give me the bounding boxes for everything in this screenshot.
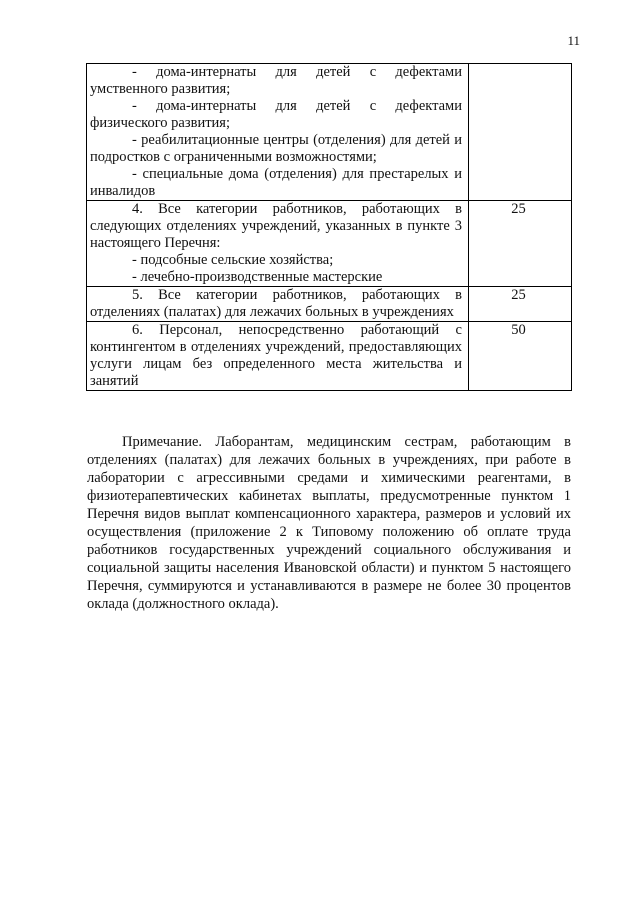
list-item: - реабилитационные центры (отделения) для детей и подростков с ограниченными возможностями; bbox=[90, 132, 462, 165]
table-cell-value: 25 bbox=[469, 287, 572, 322]
list-item: 6. Персонал, непосредственно работающий с контингентом в отделениях учреждений, предоставляющих услуги лицам без определенного места жительства и занятий bbox=[90, 322, 462, 389]
table-cell-description bbox=[87, 201, 469, 287]
compensation-table bbox=[86, 63, 572, 391]
list-item: 4. Все категории работников, работающих в следующих отделениях учреждений, указанных в пункте 3 настоящего Перечня: bbox=[90, 201, 462, 251]
table-cell-value: 50 bbox=[469, 322, 572, 391]
list-item: 5. Все категории работников, работающих в отделениях (палатах) для лежачих больных в учреждениях bbox=[90, 287, 462, 320]
list-item: - дома-интернаты для детей с дефектами физического развития; bbox=[90, 98, 462, 131]
table-row bbox=[87, 201, 572, 287]
table-row bbox=[87, 322, 572, 391]
list-item: - подсобные сельские хозяйства; bbox=[132, 252, 334, 268]
table-row bbox=[87, 64, 572, 201]
table-cell-description bbox=[87, 64, 469, 201]
table-cell-value: 25 bbox=[469, 201, 572, 287]
list-item: - специальные дома (отделения) для престарелых и инвалидов bbox=[90, 166, 462, 199]
table-cell-description bbox=[87, 287, 469, 322]
table-cell-value bbox=[469, 64, 572, 201]
list-item: - дома-интернаты для детей с дефектами умственного развития; bbox=[90, 64, 462, 97]
page-number: 11 bbox=[567, 33, 580, 48]
table-row bbox=[87, 287, 572, 322]
note-paragraph: Примечание. Лаборантам, медицинским сестрам, работающим в отделениях (палатах) для лежачих больных в учреждениях, при работе в лаборатории с агрессивными средами и химическими реагентами, в физиотерапевтических кабинетах выплаты, предусмотренные пунктом 1 Перечня видов выплат компенсационного характера, размеров и условий их осуществления (приложение 2 к Типовому положению об оплате труда работников государственных учреждений социального обслуживания и социальной защиты населения Ивановской области) и пунктом 5 настоящего Перечня, суммируются и устанавливаются в размере не более 30 процентов оклада (должностного оклада). bbox=[87, 434, 571, 612]
table-cell-description bbox=[87, 322, 469, 391]
list-item: - лечебно-производственные мастерские bbox=[132, 269, 383, 285]
